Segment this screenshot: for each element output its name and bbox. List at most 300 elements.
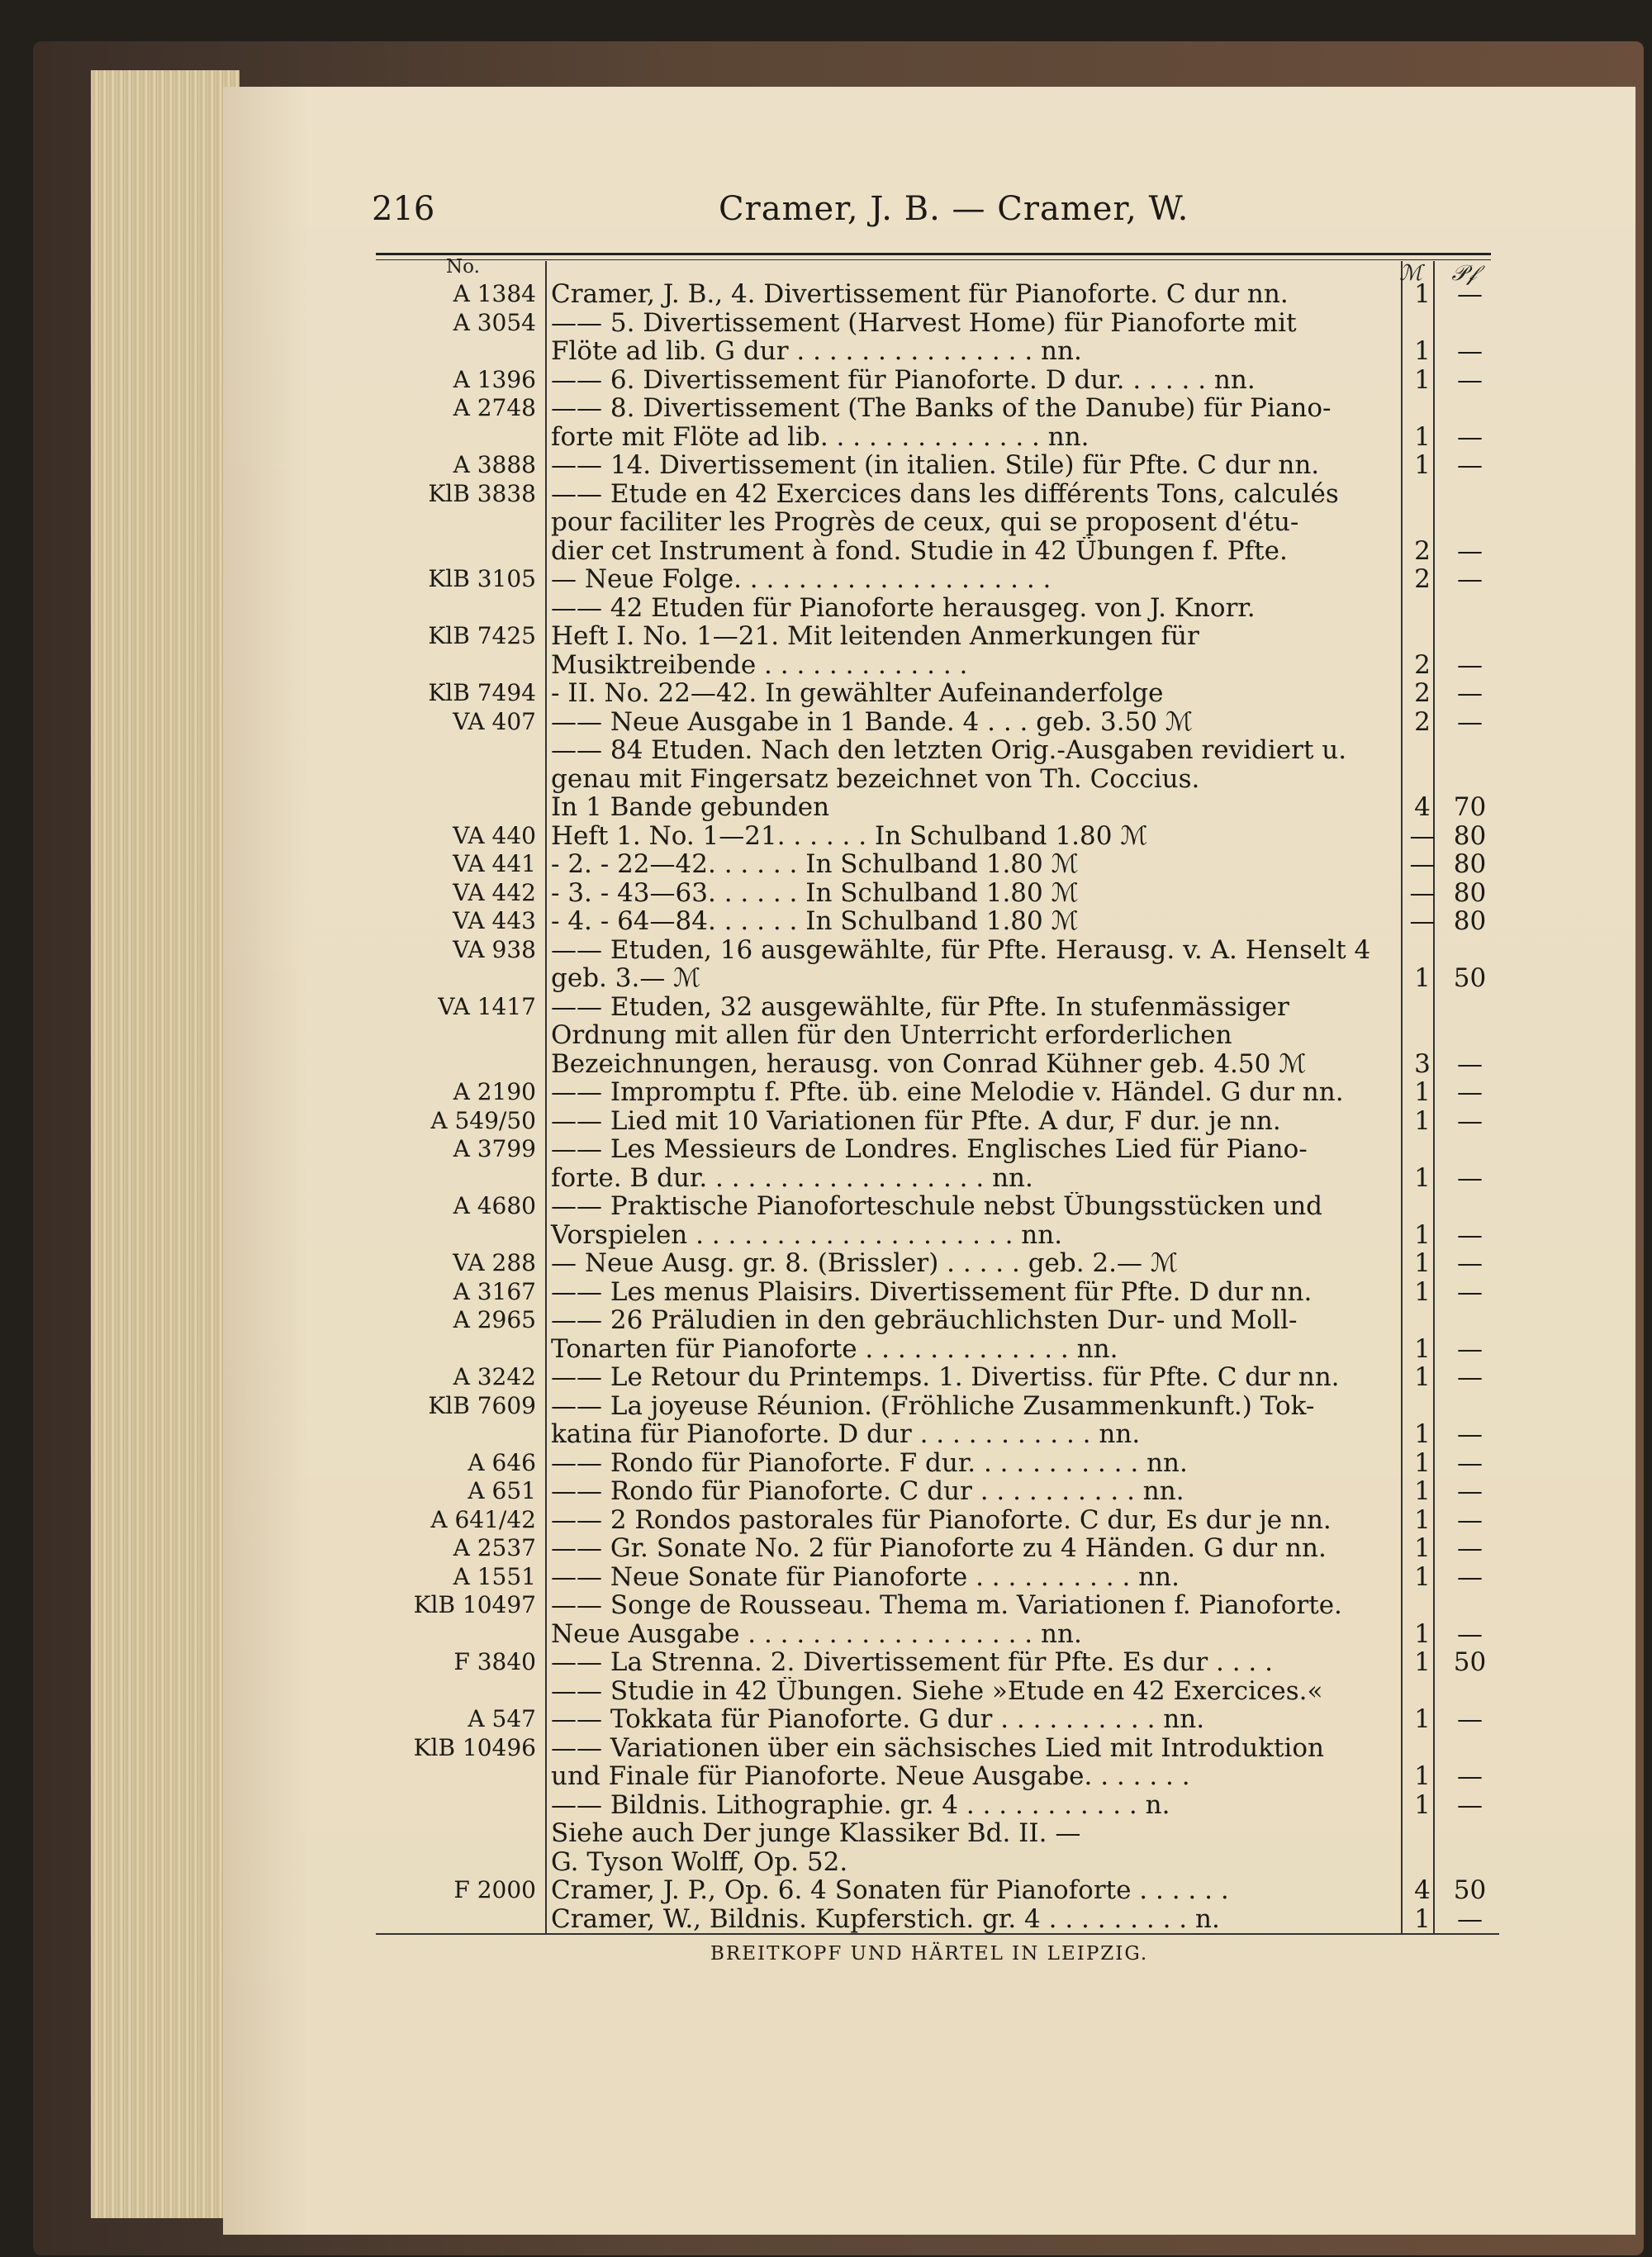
entry-text: —— Les Messieurs de Londres. Englisches Lied für Piano-: [551, 1135, 1308, 1164]
catalog-row: [376, 394, 1499, 423]
catalog-row: [376, 565, 1499, 594]
price-pfennig: —: [1457, 1362, 1483, 1392]
catalog-row: [376, 1905, 1499, 1936]
catalog-row: [376, 822, 1499, 851]
catalog-row: [376, 1221, 1499, 1250]
price-mark: [1404, 1819, 1441, 1848]
catalog-row: [376, 1848, 1499, 1877]
price-mark: [1404, 309, 1441, 338]
price-pfennig: [1441, 622, 1499, 651]
price-pfennig: [1441, 736, 1499, 765]
catalog-number: A 3054: [453, 308, 536, 336]
entry-text: —— 6. Divertissement für Pianoforte. D dur. . . . . . nn.: [551, 365, 1256, 394]
price-pfennig: 80: [1453, 877, 1487, 908]
catalog-row: [376, 1050, 1499, 1079]
price-pfennig: —: [1457, 1761, 1483, 1791]
publisher-footer: BREITKOPF UND HÄRTEL IN LEIPZIG.: [710, 1943, 1149, 1965]
price-mark: [1404, 1021, 1441, 1050]
entry-text: und Finale für Pianoforte. Neue Ausgabe. . . . . . .: [551, 1762, 1190, 1791]
price-pfennig: —: [1457, 1533, 1483, 1563]
price-pfennig: [1441, 480, 1499, 509]
entry-text: Siehe auch Der junge Klassiker Bd. II. —: [551, 1819, 1081, 1848]
catalog-number: KlB 10496: [413, 1733, 536, 1761]
price-mark: 1: [1414, 1647, 1431, 1677]
column-header-mark: ℳ: [1399, 261, 1422, 286]
price-mark: 1: [1414, 364, 1431, 395]
price-mark: [1404, 1677, 1441, 1706]
entry-text: —— 26 Präludien in den gebräuchlichsten Dur- und Moll-: [551, 1306, 1298, 1335]
price-mark: 1: [1414, 1276, 1431, 1307]
catalog-number: [376, 1819, 543, 1848]
price-pfennig: —: [1457, 1219, 1483, 1250]
price-pfennig: —: [1457, 1903, 1483, 1934]
catalog-number: A 646: [468, 1448, 536, 1476]
entry-text: dier cet Instrument à fond. Studie in 42 Übungen f. Pfte.: [551, 536, 1288, 565]
entry-text: —— Studie in 42 Übungen. Siehe »Etude en 42 Exercices.«: [551, 1676, 1323, 1705]
entry-text: —— La joyeuse Réunion. (Fröhliche Zusammenkunft.) Tok-: [551, 1391, 1315, 1420]
entry-text: —— Impromptu f. Pfte. üb. eine Melodie v. Händel. G dur nn.: [551, 1078, 1344, 1107]
entry-text: Bezeichnungen, herausg. von Conrad Kühner geb. 4.50 ℳ: [551, 1049, 1307, 1078]
entry-text: genau mit Fingersatz bezeichnet von Th. Coccius.: [551, 764, 1200, 793]
catalog-row: [376, 1078, 1499, 1107]
catalog-row: [376, 1506, 1499, 1535]
price-mark: [1404, 1848, 1441, 1877]
entry-text: Ordnung mit allen für den Unterricht erforderlichen: [551, 1021, 1232, 1050]
catalog-row: [376, 1420, 1499, 1449]
entry-text: G. Tyson Wolff, Op. 52.: [551, 1847, 848, 1876]
price-mark: 1: [1414, 1447, 1431, 1478]
entry-text: —— Etuden, 16 ausgewählte, für Pfte. Herausg. v. A. Henselt 4: [551, 935, 1371, 964]
price-pfennig: [1441, 1021, 1499, 1050]
catalog-number: VA 938: [453, 935, 536, 963]
catalog-row: [376, 964, 1499, 993]
catalog-number: A 2537: [453, 1534, 536, 1561]
catalog-row: [376, 1734, 1499, 1763]
catalog-row: [376, 1249, 1499, 1278]
price-pfennig: 80: [1453, 820, 1487, 851]
entry-text: —— 14. Divertissement (in italien. Stile) für Pfte. C dur nn.: [551, 451, 1320, 480]
catalog-number: A 547: [468, 1705, 536, 1732]
price-mark: 1: [1414, 1903, 1431, 1934]
catalog-number: VA 440: [453, 821, 536, 849]
price-pfennig: —: [1457, 1704, 1483, 1734]
catalog-number: [376, 765, 543, 794]
catalog-row: [376, 1705, 1499, 1734]
catalog-row: [376, 1648, 1499, 1677]
entry-text: —— Etuden, 32 ausgewählte, für Pfte. In stufenmässiger: [551, 992, 1289, 1021]
entry-text: Cramer, W., Bildnis. Kupferstich. gr. 4 . . . . . . . . . n.: [551, 1904, 1220, 1933]
price-mark: 2: [1414, 706, 1431, 737]
price-mark: —: [1409, 906, 1436, 936]
price-mark: 1: [1414, 1362, 1431, 1392]
catalog-number: A 4680: [453, 1192, 536, 1219]
price-pfennig: —: [1457, 1333, 1483, 1364]
catalog-number: A 3167: [453, 1277, 536, 1305]
catalog-number: A 1384: [453, 280, 536, 307]
catalog-row: [376, 879, 1499, 908]
price-pfennig: —: [1457, 1162, 1483, 1193]
entry-text: —— 2 Rondos pastorales für Pianoforte. C dur, Es dur je nn.: [551, 1505, 1332, 1534]
catalog-row: [376, 480, 1499, 509]
catalog-row: [376, 622, 1499, 651]
catalog-number: [376, 1164, 543, 1193]
entry-text: geb. 3.— ℳ: [551, 964, 701, 993]
price-pfennig: 50: [1453, 1875, 1487, 1905]
price-pfennig: —: [1457, 1419, 1483, 1449]
catalog-row: [376, 1363, 1499, 1392]
catalog-row: [376, 1677, 1499, 1706]
price-mark: 1: [1414, 1561, 1431, 1592]
entry-text: forte. B dur. . . . . . . . . . . . . . . . . . nn.: [551, 1163, 1033, 1192]
price-pfennig: —: [1457, 1048, 1483, 1079]
price-pfennig: [1441, 1192, 1499, 1221]
catalog-number: [376, 1848, 543, 1877]
catalog-number: A 3799: [453, 1135, 536, 1162]
price-mark: 4: [1414, 1875, 1431, 1905]
entry-text: —— Bildnis. Lithographie. gr. 4 . . . . . . . . . . . n.: [551, 1790, 1170, 1819]
catalog-row: [376, 1278, 1499, 1307]
catalog-number: [376, 337, 543, 366]
catalog-number: A 651: [468, 1477, 536, 1504]
catalog-number: A 1551: [453, 1562, 536, 1590]
entry-text: - II. No. 22—42. In gewählter Aufeinanderfolge: [551, 679, 1164, 708]
catalog-number: [376, 1050, 543, 1079]
catalog-number: [376, 537, 543, 566]
entry-text: — Neue Folge. . . . . . . . . . . . . . . . . . . .: [551, 565, 1051, 594]
price-mark: [1404, 1192, 1441, 1221]
price-mark: [1404, 394, 1441, 423]
price-mark: 1: [1414, 1704, 1431, 1734]
catalog-row: [376, 679, 1499, 708]
entry-text: —— Lied mit 10 Variationen für Pfte. A dur, F dur. je nn.: [551, 1106, 1281, 1135]
entry-text: —— Neue Ausgabe in 1 Bande. 4 . . . geb. 3.50 ℳ: [551, 707, 1194, 736]
catalog-number: VA 443: [453, 907, 536, 934]
catalog-number: [376, 423, 543, 452]
price-mark: [1404, 508, 1441, 537]
catalog-number: [376, 508, 543, 537]
entry-text: — Neue Ausg. gr. 8. (Brissler) . . . . . geb. 2.— ℳ: [551, 1249, 1179, 1278]
catalog-row: [376, 309, 1499, 338]
entry-text: Vorspielen . . . . . . . . . . . . . . . . . . . . nn.: [551, 1220, 1063, 1249]
catalog-row: [376, 1876, 1499, 1905]
entry-text: —— Tokkata für Pianoforte. G dur . . . . . . . . . . nn.: [551, 1705, 1205, 1734]
catalog-row: [376, 1392, 1499, 1421]
running-head: Cramer, J. B. — Cramer, W.: [719, 190, 1189, 228]
entry-text: —— Gr. Sonate No. 2 für Pianoforte zu 4 Händen. G dur nn.: [551, 1534, 1327, 1563]
price-mark: 1: [1414, 1476, 1431, 1506]
catalog-number: KlB 7609: [428, 1391, 536, 1419]
price-mark: [1404, 736, 1441, 765]
catalog-number: VA 1417: [438, 992, 536, 1020]
catalog-row: [376, 451, 1499, 480]
price-mark: 1: [1414, 1533, 1431, 1563]
price-pfennig: —: [1457, 564, 1483, 594]
price-pfennig: [1441, 1135, 1499, 1164]
catalog-number: [376, 1335, 543, 1364]
entry-text: Heft I. No. 1—21. Mit leitenden Anmerkungen für: [551, 622, 1199, 651]
entry-text: - 4. - 64—84. . . . . . In Schulband 1.80 ℳ: [551, 907, 1079, 936]
price-mark: [1404, 480, 1441, 509]
catalog-number: KlB 7425: [428, 622, 536, 649]
price-pfennig: [1441, 1848, 1499, 1877]
entry-text: —— 8. Divertissement (The Banks of the Danube) für Piano-: [551, 394, 1332, 423]
catalog-number: A 641/42: [430, 1505, 536, 1533]
entry-text: —— 5. Divertissement (Harvest Home) für Pianoforte mit: [551, 308, 1297, 337]
catalog-number: A 2965: [453, 1306, 536, 1333]
price-pfennig: —: [1457, 1248, 1483, 1278]
price-mark: [1404, 1392, 1441, 1421]
catalog-row: [376, 1534, 1499, 1563]
price-pfennig: —: [1457, 535, 1483, 566]
catalog-row: [376, 1135, 1499, 1164]
catalog-row: [376, 907, 1499, 936]
price-mark: [1404, 622, 1441, 651]
price-pfennig: [1441, 1677, 1499, 1706]
price-mark: 2: [1414, 678, 1431, 708]
price-mark: 1: [1414, 1333, 1431, 1364]
price-mark: 1: [1414, 1504, 1431, 1535]
price-pfennig: 50: [1453, 963, 1487, 993]
price-mark: 2: [1414, 535, 1431, 566]
catalog-number: VA 407: [453, 707, 536, 735]
price-pfennig: —: [1457, 364, 1483, 395]
price-mark: 1: [1414, 1789, 1431, 1820]
catalog-number: KlB 3105: [428, 565, 536, 592]
entry-text: —— Songe de Rousseau. Thema m. Variationen f. Pianoforte.: [551, 1591, 1342, 1620]
catalog-number: [376, 964, 543, 993]
entry-text: Cramer, J. P., Op. 6. 4 Sonaten für Pianoforte . . . . . .: [551, 1876, 1229, 1905]
price-pfennig: —: [1457, 1504, 1483, 1535]
catalog-number: F 2000: [453, 1876, 536, 1903]
price-pfennig: 80: [1453, 906, 1487, 936]
catalog-row: [376, 1620, 1499, 1649]
price-pfennig: —: [1457, 1105, 1483, 1136]
price-pfennig: [1441, 936, 1499, 965]
price-pfennig: —: [1457, 421, 1483, 452]
catalog-number: A 3242: [453, 1363, 536, 1390]
catalog-row: [376, 337, 1499, 366]
catalog-number: A 549/50: [430, 1106, 536, 1134]
catalog-number: VA 442: [453, 878, 536, 906]
price-mark: [1404, 1591, 1441, 1620]
price-mark: —: [1409, 877, 1436, 908]
price-mark: 1: [1414, 279, 1431, 309]
price-mark: 1: [1414, 1761, 1431, 1791]
page-number: 216: [372, 190, 435, 228]
price-pfennig: [1441, 1392, 1499, 1421]
catalog-row: [376, 1335, 1499, 1364]
catalog-row: [376, 508, 1499, 537]
price-mark: —: [1409, 820, 1436, 851]
catalog-number: [376, 594, 543, 623]
price-mark: 1: [1414, 1248, 1431, 1278]
catalog-number: [376, 1762, 543, 1791]
catalog-number: A 2748: [453, 394, 536, 421]
price-pfennig: —: [1457, 1789, 1483, 1820]
catalog-row: [376, 1791, 1499, 1820]
catalog-row: [376, 1563, 1499, 1592]
price-pfennig: —: [1457, 1077, 1483, 1107]
price-pfennig: —: [1457, 279, 1483, 309]
entry-text: —— Variationen über ein sächsisches Lied mit Introduktion: [551, 1733, 1324, 1762]
catalog-row: [376, 708, 1499, 737]
entry-text: Flöte ad lib. G dur . . . . . . . . . . . . . . . nn.: [551, 337, 1082, 366]
price-pfennig: —: [1457, 1276, 1483, 1307]
price-pfennig: [1441, 394, 1499, 423]
price-mark: [1404, 993, 1441, 1022]
price-mark: —: [1409, 849, 1436, 879]
entry-text: Cramer, J. B., 4. Divertissement für Pianoforte. C dur nn.: [551, 280, 1289, 309]
price-mark: [1404, 765, 1441, 794]
catalog-number: [376, 1021, 543, 1050]
catalog-row: [376, 1107, 1499, 1136]
entry-text: —— 42 Etuden für Pianoforte herausgeg. von J. Knorr.: [551, 593, 1256, 622]
catalog-row: [376, 1164, 1499, 1193]
price-mark: 1: [1414, 336, 1431, 366]
catalog-row: [376, 736, 1499, 765]
catalog-row: [376, 850, 1499, 879]
catalog-number: [376, 1420, 543, 1449]
catalog-number: [376, 1677, 543, 1706]
price-mark: 1: [1414, 421, 1431, 452]
catalog-number: [376, 1791, 543, 1820]
price-pfennig: [1441, 993, 1499, 1022]
price-mark: [1404, 594, 1441, 623]
entry-text: Neue Ausgabe . . . . . . . . . . . . . . . . . . nn.: [551, 1619, 1082, 1648]
price-mark: 1: [1414, 1419, 1431, 1449]
price-pfennig: 70: [1453, 792, 1487, 822]
price-pfennig: [1441, 1819, 1499, 1848]
price-mark: 1: [1414, 450, 1431, 480]
catalog-number: A 2190: [453, 1078, 536, 1105]
price-mark: 4: [1414, 792, 1431, 822]
catalog-row: [376, 366, 1499, 395]
catalog-row: [376, 594, 1499, 623]
catalog-row: [376, 1192, 1499, 1221]
catalog-number: A 1396: [453, 365, 536, 393]
price-mark: [1404, 1734, 1441, 1763]
price-pfennig: —: [1457, 1447, 1483, 1478]
entry-text: —— La Strenna. 2. Divertissement für Pfte. Es dur . . . .: [551, 1648, 1273, 1677]
catalog-number: [376, 1905, 543, 1934]
price-mark: [1404, 1306, 1441, 1335]
catalog-number: A 3888: [453, 451, 536, 478]
entry-text: - 2. - 22—42. . . . . . In Schulband 1.80 ℳ: [551, 850, 1079, 879]
catalog-entries: [376, 280, 1499, 1935]
entry-text: —— Rondo für Pianoforte. C dur . . . . . . . . . . nn.: [551, 1477, 1184, 1506]
catalog-row: [376, 1021, 1499, 1050]
price-mark: 2: [1414, 649, 1431, 680]
price-mark: 2: [1414, 564, 1431, 594]
page-header: [372, 190, 1495, 240]
price-pfennig: [1441, 1306, 1499, 1335]
entry-text: —— Neue Sonate für Pianoforte . . . . . . . . . . nn.: [551, 1562, 1180, 1591]
price-pfennig: [1441, 594, 1499, 623]
price-pfennig: [1441, 309, 1499, 338]
catalog-number: [376, 1221, 543, 1250]
price-mark: 3: [1414, 1048, 1431, 1079]
catalog-number: KlB 10497: [413, 1591, 536, 1618]
catalog-row: [376, 1449, 1499, 1478]
header-rule-thin: [376, 259, 1491, 260]
entry-text: —— Praktische Pianoforteschule nebst Übungsstücken und: [551, 1192, 1323, 1221]
entry-text: —— Etude en 42 Exercices dans les différents Tons, calculés: [551, 479, 1339, 508]
entry-text: katina für Pianoforte. D dur . . . . . . . . . . . nn.: [551, 1420, 1141, 1449]
entry-text: —— Rondo für Pianoforte. F dur. . . . . . . . . . . nn.: [551, 1448, 1188, 1477]
entry-text: - 3. - 43—63. . . . . . In Schulband 1.80 ℳ: [551, 878, 1079, 907]
catalog-row: [376, 793, 1499, 822]
catalog-row: [376, 765, 1499, 794]
catalog-row: [376, 1591, 1499, 1620]
price-pfennig: —: [1457, 649, 1483, 680]
price-pfennig: [1441, 765, 1499, 794]
entry-text: Heft 1. No. 1—21. . . . . . In Schulband 1.80 ℳ: [551, 821, 1148, 850]
price-pfennig: 50: [1453, 1647, 1487, 1677]
price-pfennig: 80: [1453, 849, 1487, 879]
page-edges: [91, 70, 240, 2218]
catalog-row: [376, 1819, 1499, 1848]
catalog-number: [376, 651, 543, 680]
catalog-number: VA 288: [453, 1249, 536, 1276]
catalog-number: VA 441: [453, 850, 536, 877]
entry-text: —— Les menus Plaisirs. Divertissement für Pfte. D dur nn.: [551, 1277, 1313, 1306]
column-header-number: No.: [446, 256, 480, 278]
header-rule: [376, 253, 1491, 255]
price-pfennig: —: [1457, 678, 1483, 708]
price-pfennig: [1441, 1591, 1499, 1620]
price-pfennig: —: [1457, 706, 1483, 737]
column-header-pfennig: 𝒫𝒻: [1451, 261, 1477, 286]
catalog-number: KlB 7494: [428, 679, 536, 706]
catalog-number: F 3840: [453, 1648, 536, 1675]
price-pfennig: —: [1457, 1618, 1483, 1649]
catalog-number: [376, 793, 543, 822]
catalog-row: [376, 280, 1499, 309]
catalog-row: [376, 936, 1499, 965]
price-pfennig: —: [1457, 450, 1483, 480]
price-mark: 1: [1414, 963, 1431, 993]
price-pfennig: —: [1457, 1476, 1483, 1506]
entry-text: —— Le Retour du Printemps. 1. Divertiss. für Pfte. C dur nn.: [551, 1363, 1340, 1392]
price-pfennig: —: [1457, 336, 1483, 366]
price-pfennig: [1441, 508, 1499, 537]
entry-text: forte mit Flöte ad lib. . . . . . . . . . . . . . nn.: [551, 422, 1089, 451]
entry-text: —— 84 Etuden. Nach den letzten Orig.-Ausgaben revidiert u.: [551, 736, 1347, 765]
price-mark: 1: [1414, 1105, 1431, 1136]
entry-text: Tonarten für Pianoforte . . . . . . . . . . . . . nn.: [551, 1334, 1118, 1363]
catalog-row: [376, 1306, 1499, 1335]
catalog-number: [376, 1620, 543, 1649]
entry-text: pour faciliter les Progrès de ceux, qui se proposent d'étu-: [551, 508, 1299, 537]
entry-text: Musiktreibende . . . . . . . . . . . . .: [551, 650, 968, 679]
price-mark: [1404, 1135, 1441, 1164]
catalog-row: [376, 993, 1499, 1022]
price-mark: [1404, 936, 1441, 965]
catalog-row: [376, 423, 1499, 452]
catalog-row: [376, 651, 1499, 680]
catalog-row: [376, 537, 1499, 566]
price-mark: 1: [1414, 1618, 1431, 1649]
catalog-number: KlB 3838: [428, 479, 536, 507]
price-mark: 1: [1414, 1219, 1431, 1250]
catalog-row: [376, 1477, 1499, 1506]
catalog-row: [376, 1762, 1499, 1791]
price-mark: 1: [1414, 1077, 1431, 1107]
price-pfennig: [1441, 1734, 1499, 1763]
price-mark: 1: [1414, 1162, 1431, 1193]
entry-text: In 1 Bande gebunden: [551, 793, 830, 822]
price-pfennig: —: [1457, 1561, 1483, 1592]
